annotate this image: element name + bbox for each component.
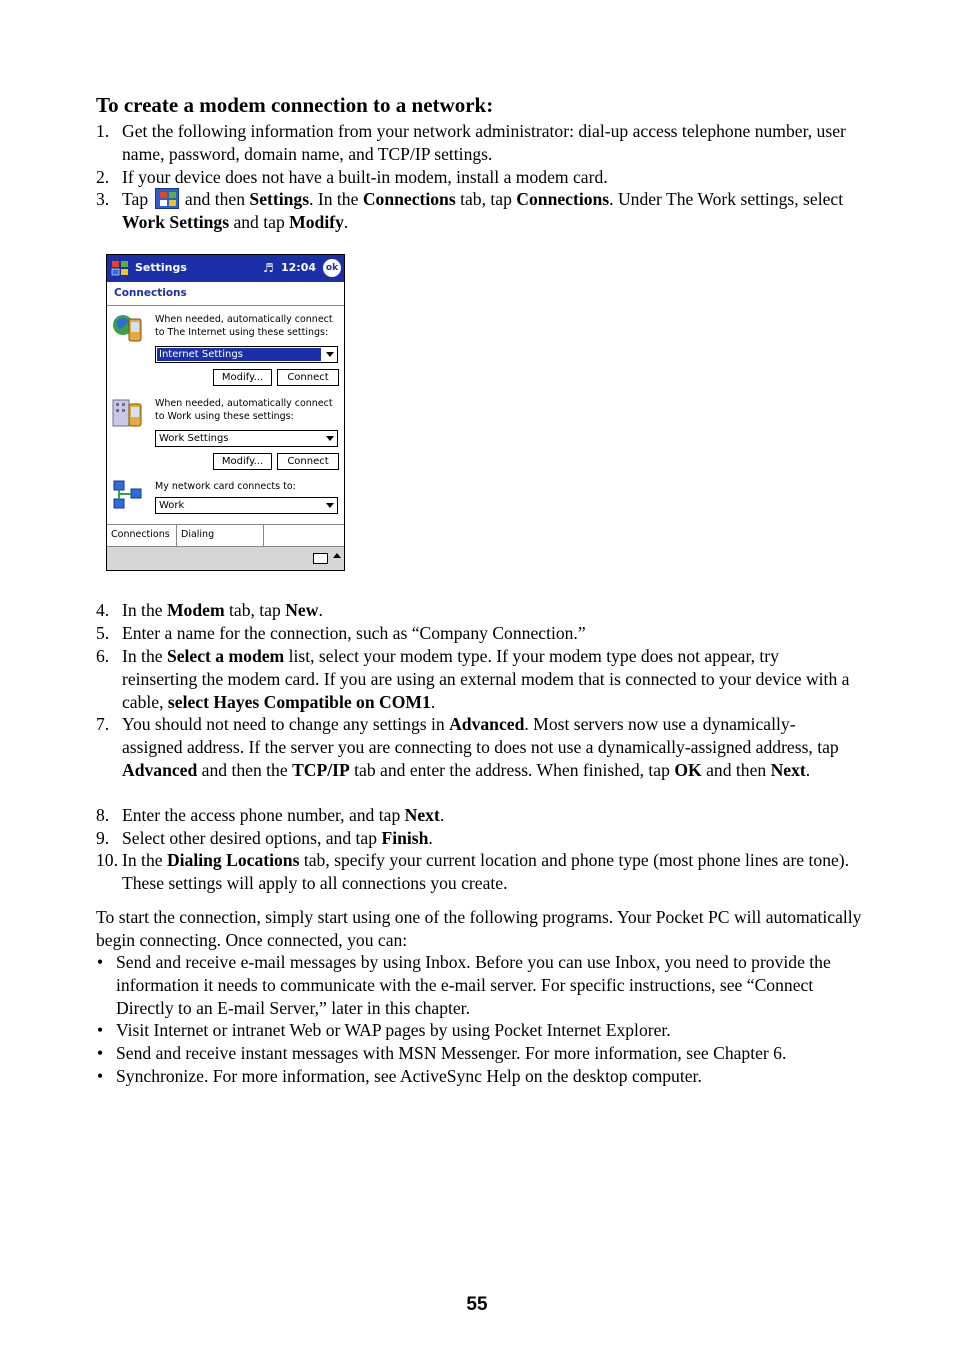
chevron-down-icon <box>326 352 334 357</box>
list-item <box>96 120 856 166</box>
bold-term: Select a modem <box>166 646 285 666</box>
list-number: 1. <box>96 121 110 141</box>
work-settings-dropdown[interactable] <box>155 430 338 447</box>
list-item <box>96 188 856 234</box>
bold-term: Advanced <box>122 759 198 780</box>
list-number: 10. <box>96 850 118 870</box>
ok-button[interactable]: ok <box>323 259 341 277</box>
list-number: 8. <box>96 805 110 825</box>
clock: 12:04 <box>281 261 317 274</box>
bold-term: Work Settings <box>122 211 230 232</box>
bold-term: Next <box>404 805 440 825</box>
bold-term: Modify <box>289 211 344 232</box>
list-item <box>96 645 856 713</box>
window-title: Settings <box>135 261 187 274</box>
list-item <box>96 599 856 622</box>
page-number: 55 <box>466 1294 488 1315</box>
list-item <box>96 166 856 189</box>
bullet-text: Send and receive e-mail messages by using Inbox. Before you can use Inbox, you need to provide the information it needs to communicate with the e-mail server. For specific instructions, see “Connect Directly to an E-mail Server,” later in this chapter. <box>116 952 831 1018</box>
bullet-text: Send and receive instant messages with MSN Messenger. For more information, see Chapter 6. <box>116 1043 787 1063</box>
list-number: 3. <box>96 189 110 209</box>
list-text: Get the following information from your network administrator: dial-up access telephone number, user name, password, domain name, and TCP/IP settings. <box>122 121 846 164</box>
list-number: 9. <box>96 828 110 848</box>
list-item <box>96 622 856 645</box>
chevron-up-icon[interactable] <box>333 553 341 558</box>
connect-work-button[interactable]: Connect <box>277 453 339 470</box>
connect-internet-button[interactable]: Connect <box>277 369 339 386</box>
bullet-item <box>96 1019 866 1042</box>
bullet-marker: • <box>97 1066 104 1086</box>
list-text: Enter the access phone number, and tap Next. <box>122 805 445 825</box>
list-text: Enter a name for the connection, such as “Company Connection.” <box>122 623 586 643</box>
dropdown-value: Work Settings <box>159 433 229 444</box>
bold-term: Settings <box>249 189 310 209</box>
bold-term: Dialing Locations <box>166 850 300 870</box>
tab-connections[interactable]: Connections <box>107 525 177 546</box>
start-flag-icon <box>155 188 179 209</box>
connections-screenshot <box>106 254 345 571</box>
dropdown-value: Internet Settings <box>157 348 321 361</box>
list-number: 4. <box>96 600 110 620</box>
list-text: In the Modem tab, tap New. <box>122 600 323 620</box>
bullet-marker: • <box>97 952 104 972</box>
bold-term: TCP/IP <box>292 759 350 780</box>
bold-term: OK <box>674 759 702 780</box>
internet-description: When needed, automatically connect to The Internet using these settings: <box>155 314 333 338</box>
start-flag-icon[interactable] <box>110 259 130 278</box>
modify-internet-button[interactable]: Modify... <box>213 369 272 386</box>
internet-globe-icon <box>111 311 145 345</box>
list-text: You should not need to change any settings in Advanced. Most servers now use a dynamically-assigned address. If the server you are connecting to does not use a dynamically-assigned address, tap Advanced and then the TCP/IP tab and enter the address. When finished, tap OK and then Next. <box>122 714 839 780</box>
list-item <box>96 849 856 895</box>
chevron-down-icon <box>326 436 334 441</box>
bullet-item <box>96 951 866 1019</box>
modify-work-button[interactable]: Modify... <box>213 453 272 470</box>
bullet-marker: • <box>97 1043 104 1063</box>
title-bar <box>107 255 344 282</box>
section-title: Connections <box>114 287 187 299</box>
command-bar <box>107 546 344 571</box>
divider <box>107 305 344 306</box>
bold-term: Connections <box>362 189 456 209</box>
list-text: If your device does not have a built-in modem, install a modem card. <box>122 167 608 187</box>
list-text: Tap and then Settings. In the Connections tab, tap Connections. Under The Work settings, select Work Settings and tap Modify. <box>122 189 844 232</box>
list-number: 7. <box>96 714 110 734</box>
work-building-icon <box>111 396 145 430</box>
bold-term: select Hayes Compatible on COM1 <box>167 691 431 712</box>
bold-term: Finish <box>381 828 429 848</box>
intro-paragraph: To start the connection, simply start using one of the following programs. Your Pocket PC will automatically begin connecting. Once connected, you can: <box>96 907 862 950</box>
bullet-item <box>96 1065 866 1088</box>
bullet-item <box>96 1042 866 1065</box>
list-text: In the Select a modem list, select your modem type. If your modem type does not appear, try reinserting the modem card. If you are using an external modem that is connected to your device with a cable, select Hayes Compatible on COM1. <box>122 646 850 712</box>
bullet-text: Synchronize. For more information, see ActiveSync Help on the desktop computer. <box>116 1066 702 1086</box>
network-card-description: My network card connects to: <box>155 481 296 492</box>
list-text: Select other desired options, and tap Finish. <box>122 828 433 848</box>
list-item <box>96 713 856 781</box>
section-heading: To create a modem connection to a network: <box>96 93 494 117</box>
network-card-dropdown[interactable] <box>155 497 338 514</box>
dropdown-value: Work <box>159 500 185 511</box>
list-item <box>96 827 856 850</box>
list-number: 6. <box>96 646 110 666</box>
work-description: When needed, automatically connect to Work using these settings: <box>155 398 333 422</box>
network-card-icon <box>111 479 145 513</box>
bullet-marker: • <box>97 1020 104 1040</box>
list-item <box>96 804 856 827</box>
bold-term: New <box>285 600 319 620</box>
internet-settings-dropdown[interactable] <box>155 346 338 363</box>
bold-term: Next <box>770 759 806 780</box>
list-text: In the Dialing Locations tab, specify your current location and phone type (most phone lines are tone). These settings will apply to all connections you create. <box>122 850 850 893</box>
bullet-text: Visit Internet or intranet Web or WAP pages by using Pocket Internet Explorer. <box>116 1020 671 1040</box>
bold-term: Connections <box>516 189 610 209</box>
list-number: 5. <box>96 623 110 643</box>
bold-term: Modem <box>166 600 225 620</box>
chevron-down-icon <box>326 503 334 508</box>
bold-term: Advanced <box>449 714 525 734</box>
speaker-icon[interactable]: ♬ <box>263 261 274 275</box>
keyboard-icon[interactable] <box>313 553 328 564</box>
tab-dialing-locations[interactable]: Dialing <box>177 525 264 546</box>
list-number: 2. <box>96 167 110 187</box>
